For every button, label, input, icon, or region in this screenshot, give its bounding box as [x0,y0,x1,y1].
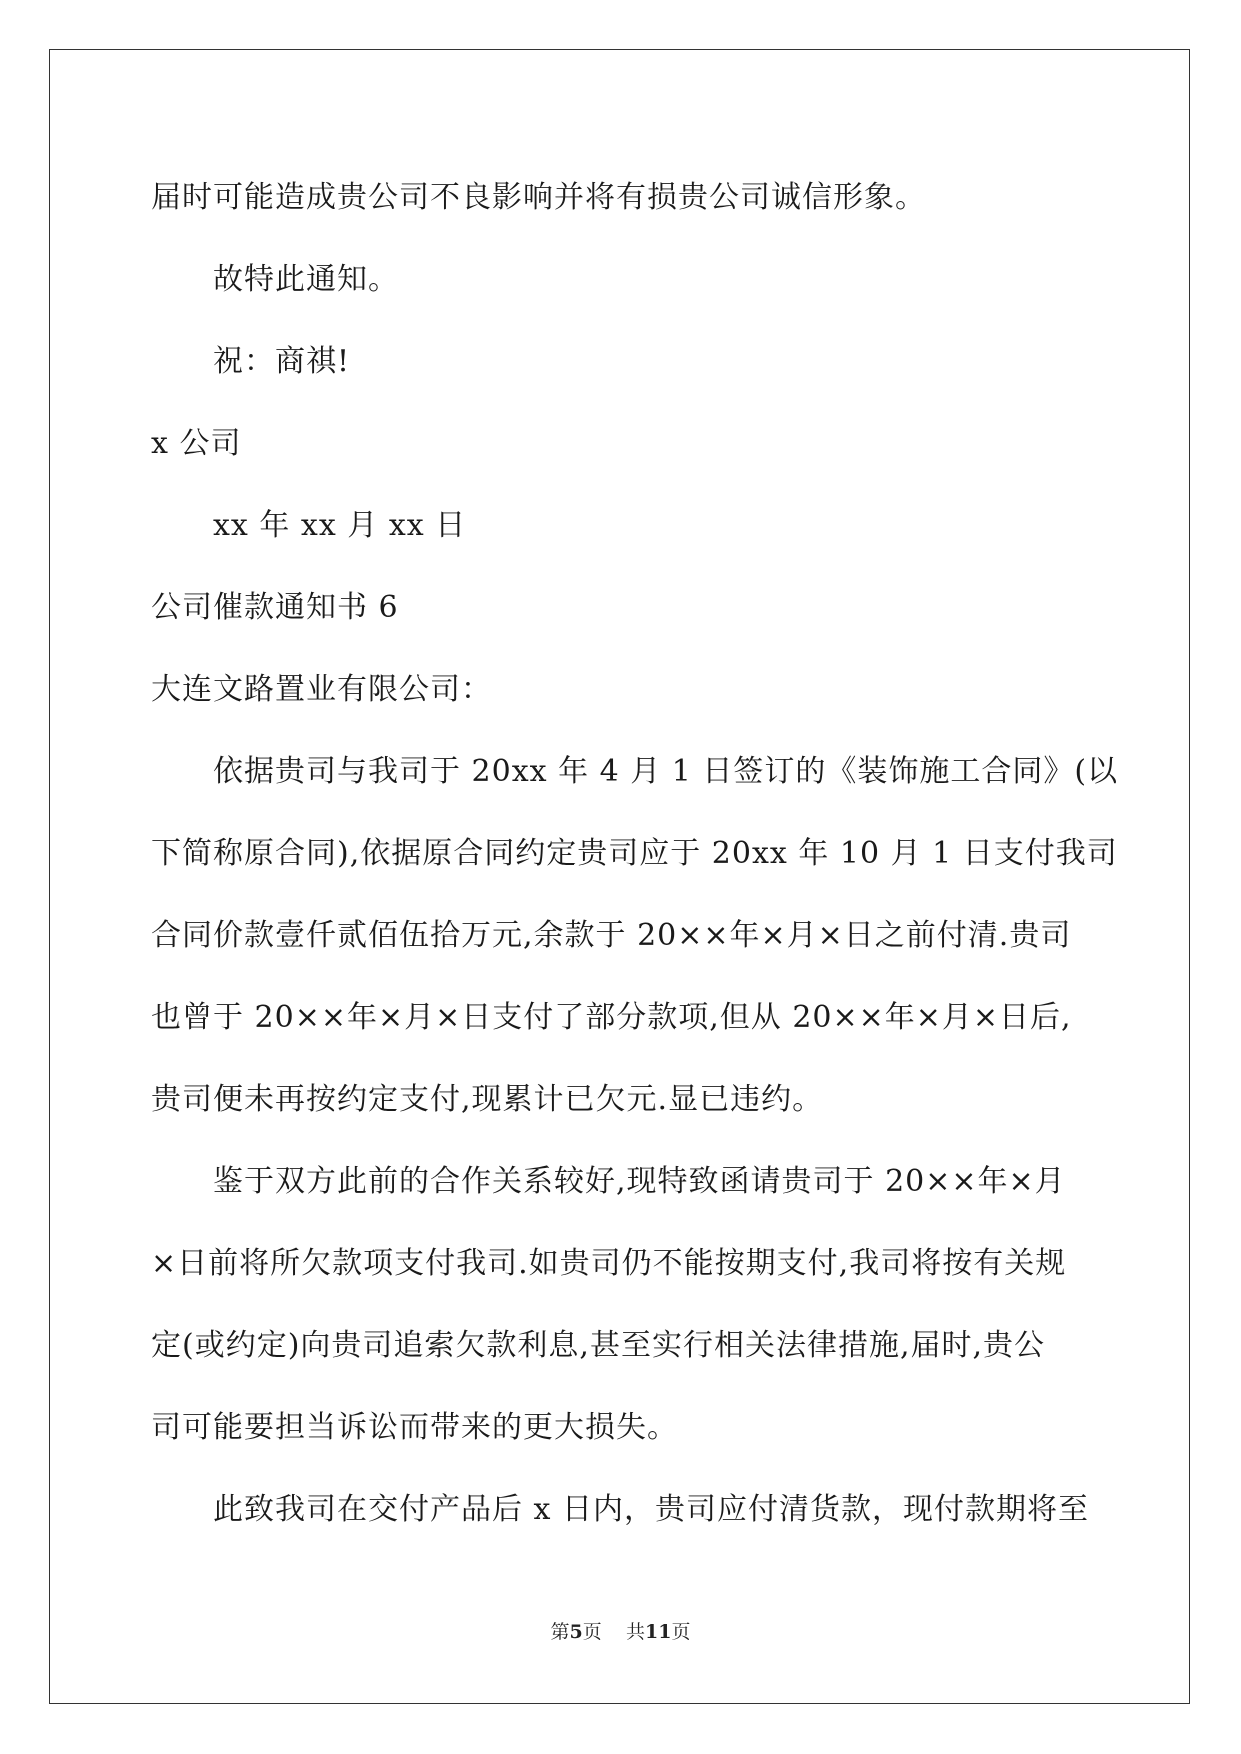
signature-date: xx 年 xx 月 xx 日 [213,508,467,543]
paragraph-line: 届时可能造成贵公司不良影响并将有损贵公司诚信形象。 [151,180,926,215]
section-title: 公司催款通知书 6 [151,590,399,625]
paragraph-line: 此致我司在交付产品后 x 日内，贵司应付清货款，现付款期将至 [213,1492,1089,1527]
recipient-line: 大连文路置业有限公司： [151,672,492,707]
page-current: 5 [569,1621,583,1643]
page-prefix: 第 [550,1621,570,1643]
page-footer [0,1617,1241,1644]
total-prefix: 共 [625,1621,645,1643]
paragraph-line: 合同价款壹仟贰佰伍拾万元,余款于 20××年×月×日之前付清.贵司 [151,918,1072,953]
paragraph-line: 鉴于双方此前的合作关系较好,现特致函请贵司于 20××年×月 [213,1164,1066,1199]
paragraph-line: 贵司便未再按约定支付,现累计已欠元.显已违约。 [151,1082,824,1117]
paragraph-line: ×日前将所欠款项支付我司.如贵司仍不能按期支付,我司将按有关规 [151,1246,1067,1281]
total-suffix: 页 [671,1621,691,1643]
paragraph-line: 定(或约定)向贵司追索欠款利息,甚至实行相关法律措施,届时,贵公 [151,1328,1046,1363]
paragraph-line: 故特此通知。 [213,262,399,297]
paragraph-line: 司可能要担当诉讼而带来的更大损失。 [151,1410,678,1445]
greeting-line: 祝：商祺! [213,344,351,379]
page-total: 11 [644,1621,672,1643]
page-suffix: 页 [582,1621,602,1643]
paragraph-line: 依据贵司与我司于 20xx 年 4 月 1 日签订的《装饰施工合同》(以 [213,754,1119,789]
document-body [151,157,1119,1551]
paragraph-line: 下简称原合同),依据原合同约定贵司应于 20xx 年 10 月 1 日支付我司 [151,836,1118,871]
paragraph-line: 也曾于 20××年×月×日支付了部分款项,但从 20××年×月×日后, [151,1000,1072,1035]
signature-company: x 公司 [151,426,242,461]
